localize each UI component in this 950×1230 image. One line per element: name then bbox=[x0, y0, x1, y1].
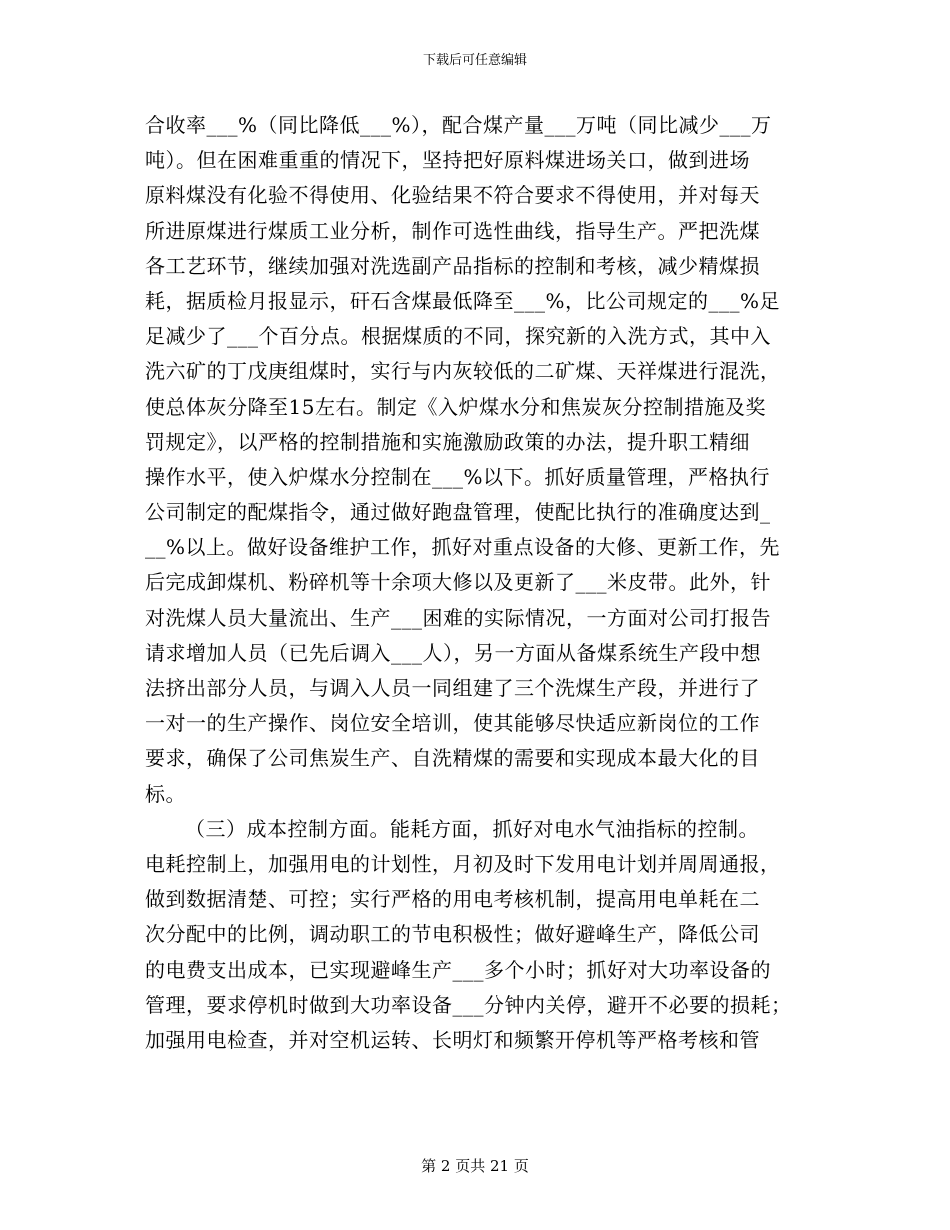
text-line: 管理，要求停机时做到大功率设备___分钟内关停，避开不必要的损耗； bbox=[145, 992, 792, 1017]
text-line: 耗，据质检月报显示，矸石含煤最低降至___%，比公司规定的___%足 bbox=[145, 288, 781, 313]
text-line: 对洗煤人员大量流出、生产___困难的实际情况，一方面对公司打报告 bbox=[145, 605, 771, 630]
text-line: 次分配中的比例，调动职工的节电积极性；做好避峰生产，降低公司 bbox=[145, 922, 760, 947]
text-line: 吨）。但在困难重重的情况下，坚持把好原料煤进场关口，做到进场 bbox=[145, 148, 750, 173]
text-line: 的电费支出成本，已实现避峰生产___多个小时；抓好对大功率设备的 bbox=[145, 957, 771, 982]
text-line: 电耗控制上，加强用电的计划性，月初及时下发用电计划并周周通报， bbox=[145, 851, 781, 876]
text-line: 后完成卸煤机、粉碎机等十余项大修以及更新了___米皮带。此外，针 bbox=[145, 570, 771, 595]
text-line: __%以上。做好设备维护工作，抓好对重点设备的大修、更新工作，先 bbox=[145, 535, 781, 560]
text-line: 洗六矿的丁戊庚组煤时，实行与内灰较低的二矿煤、天祥煤进行混洗， bbox=[145, 359, 781, 384]
text-line: 原料煤没有化验不得使用、化验结果不符合要求不得使用，并对每天 bbox=[145, 183, 760, 208]
text-line: 请求增加人员（已先后调入___人），另一方面从备煤系统生产段中想 bbox=[145, 640, 761, 665]
text-line: 法挤出部分人员，与调入人员一同组建了三个洗煤生产段，并进行了 bbox=[145, 676, 760, 700]
page-number: 第 2 页共 21 页 bbox=[421, 1157, 529, 1175]
section-heading-line: （三）成本控制方面。能耗方面，抓好对电水气油指标的控制。 bbox=[185, 816, 759, 841]
text-line: 一对一的生产操作、岗位安全培训，使其能够尽快适应新岗位的工作 bbox=[145, 711, 760, 736]
text-line: 操作水平，使入炉煤水分控制在___%以下。抓好质量管理，严格执行 bbox=[145, 464, 771, 489]
text-line: 做到数据清楚、可控；实行严格的用电考核机制，提高用电单耗在二 bbox=[145, 887, 760, 912]
text-line: 足减少了___个百分点。根据煤质的不同，探究新的入洗方式，其中入 bbox=[145, 324, 771, 349]
text-line: 各工艺环节，继续加强对洗选副产品指标的控制和考核，减少精煤损 bbox=[145, 253, 760, 278]
text-line: 要求，确保了公司焦炭生产、自洗精煤的需要和实现成本最大化的目 bbox=[145, 746, 760, 771]
text-line: 使总体灰分降至15左右。制定《入炉煤水分和焦炭灰分控制措施及奖 bbox=[145, 394, 766, 419]
text-line: 合收率___%（同比降低___%），配合煤产量___万吨（同比减少___万 bbox=[145, 113, 772, 137]
text-line: 加强用电检查，并对空机运转、长明灯和频繁开停机等严格考核和管 bbox=[145, 1027, 760, 1052]
text-line: 所进原煤进行煤质工业分析，制作可选性曲线，指导生产。严把洗煤 bbox=[145, 218, 760, 243]
text-line: 公司制定的配煤指令，通过做好跑盘管理，使配比执行的准确度达到_ bbox=[145, 500, 771, 525]
page-header-note: 下载后可任意编辑 bbox=[422, 53, 527, 68]
text-line: 罚规定》，以严格的控制措施和实施激励政策的办法，提升职工精细 bbox=[145, 429, 750, 454]
text-line: 标。 bbox=[145, 781, 186, 806]
document-body bbox=[145, 108, 805, 1058]
